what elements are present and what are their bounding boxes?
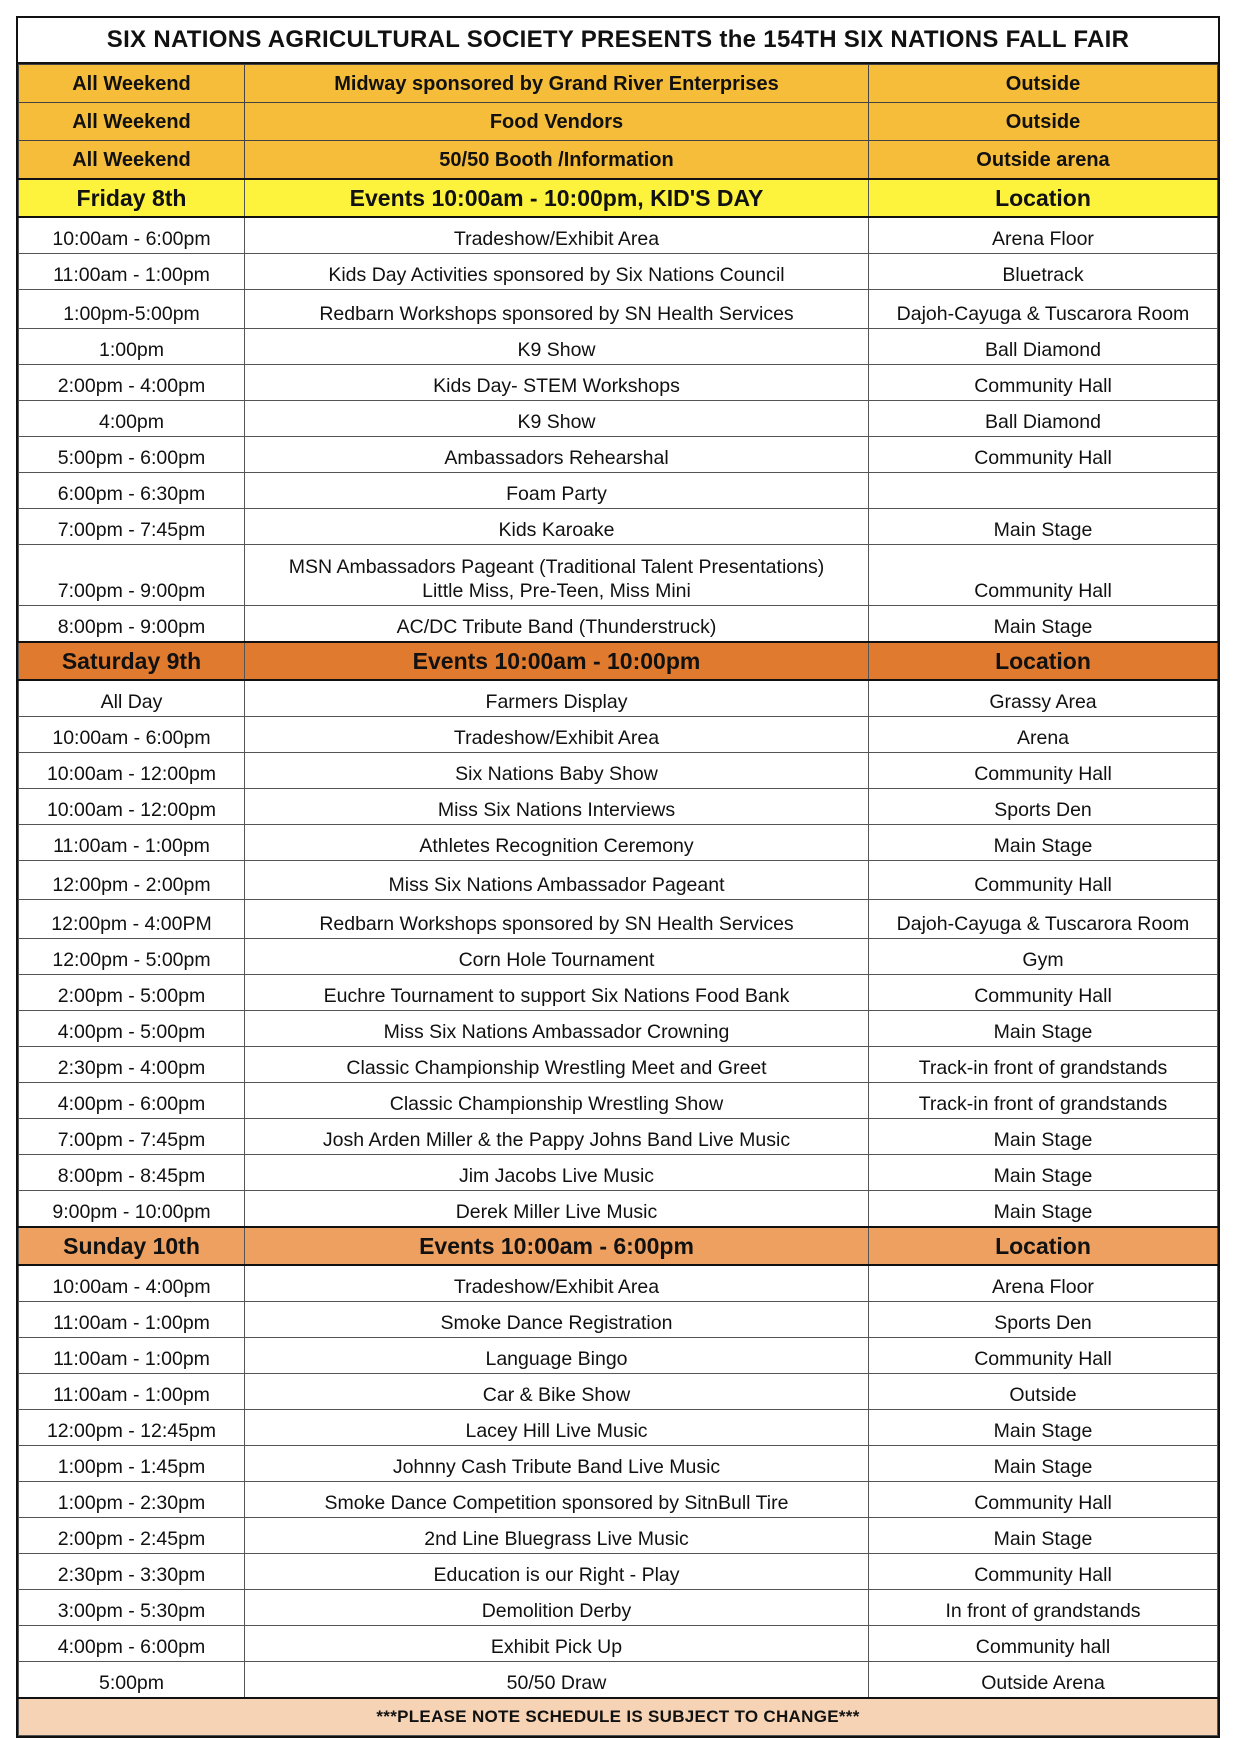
event-row	[19, 365, 1218, 401]
event-cell	[245, 545, 869, 606]
event-row	[19, 825, 1218, 861]
location-cell: Dajoh-Cayuga & Tuscarora Room	[869, 290, 1218, 329]
location-cell: Arena Floor	[869, 1265, 1218, 1302]
event-row	[19, 437, 1218, 473]
event-cell: Language Bingo	[245, 1338, 869, 1374]
time-cell: 2:00pm - 5:00pm	[19, 975, 245, 1011]
time-cell: 12:00pm - 2:00pm	[19, 861, 245, 900]
event-row	[19, 1155, 1218, 1191]
location-cell: Outside arena	[869, 141, 1218, 180]
location-cell: Community Hall	[869, 975, 1218, 1011]
event-cell: Smoke Dance Competition sponsored by SitnBull Tire	[245, 1482, 869, 1518]
location-cell: Gym	[869, 939, 1218, 975]
event-cell: Johnny Cash Tribute Band Live Music	[245, 1446, 869, 1482]
event-cell: Kids Karoake	[245, 509, 869, 545]
event-row	[19, 254, 1218, 290]
event-row	[19, 401, 1218, 437]
event-cell: 2nd Line Bluegrass Live Music	[245, 1518, 869, 1554]
event-cell: Six Nations Baby Show	[245, 753, 869, 789]
event-cell: Classic Championship Wrestling Meet and Greet	[245, 1047, 869, 1083]
time-cell: All Day	[19, 680, 245, 717]
location-cell: Outside	[869, 103, 1218, 141]
day-events-heading: Events 10:00am - 10:00pm	[245, 642, 869, 680]
time-cell: 1:00pm - 2:30pm	[19, 1482, 245, 1518]
location-cell: Community Hall	[869, 1338, 1218, 1374]
day-label: Saturday 9th	[19, 642, 245, 680]
time-cell: 7:00pm - 7:45pm	[19, 509, 245, 545]
time-cell: 6:00pm - 6:30pm	[19, 473, 245, 509]
event-row	[19, 1083, 1218, 1119]
event-row	[19, 509, 1218, 545]
time-cell: 5:00pm	[19, 1662, 245, 1699]
event-cell: Lacey Hill Live Music	[245, 1410, 869, 1446]
schedule-body	[19, 65, 1218, 1736]
event-cell: Smoke Dance Registration	[245, 1302, 869, 1338]
location-cell: Arena	[869, 717, 1218, 753]
location-cell: Grassy Area	[869, 680, 1218, 717]
day-label: Friday 8th	[19, 179, 245, 217]
location-cell: Track-in front of grandstands	[869, 1047, 1218, 1083]
time-cell: All Weekend	[19, 103, 245, 141]
saturday-header-row	[19, 642, 1218, 680]
time-cell: 3:00pm - 5:30pm	[19, 1590, 245, 1626]
event-row	[19, 606, 1218, 643]
all-weekend-row	[19, 103, 1218, 141]
event-row	[19, 753, 1218, 789]
location-cell: Main Stage	[869, 825, 1218, 861]
time-cell: 7:00pm - 9:00pm	[19, 545, 245, 606]
time-cell: All Weekend	[19, 65, 245, 103]
event-cell: 50/50 Booth /Information	[245, 141, 869, 180]
location-heading: Location	[869, 179, 1218, 217]
all-weekend-row	[19, 65, 1218, 103]
time-cell: 9:00pm - 10:00pm	[19, 1191, 245, 1228]
event-row	[19, 717, 1218, 753]
location-cell: In front of grandstands	[869, 1590, 1218, 1626]
location-cell: Outside Arena	[869, 1662, 1218, 1699]
event-row	[19, 1518, 1218, 1554]
time-cell: 10:00am - 12:00pm	[19, 753, 245, 789]
location-cell: Main Stage	[869, 1011, 1218, 1047]
event-row	[19, 329, 1218, 365]
time-cell: 5:00pm - 6:00pm	[19, 437, 245, 473]
event-row	[19, 1302, 1218, 1338]
schedule-sheet	[16, 16, 1220, 1738]
event-row	[19, 1482, 1218, 1518]
day-events-heading: Events 10:00am - 10:00pm, KID'S DAY	[245, 179, 869, 217]
time-cell: 8:00pm - 8:45pm	[19, 1155, 245, 1191]
event-cell: Miss Six Nations Ambassador Pageant	[245, 861, 869, 900]
location-cell: Sports Den	[869, 789, 1218, 825]
event-row	[19, 290, 1218, 329]
location-cell: Community Hall	[869, 1482, 1218, 1518]
event-row	[19, 1590, 1218, 1626]
event-line-1: MSN Ambassadors Pageant (Traditional Talent Presentations)	[288, 556, 825, 578]
time-cell: 12:00pm - 5:00pm	[19, 939, 245, 975]
event-cell: Car & Bike Show	[245, 1374, 869, 1410]
event-row	[19, 1554, 1218, 1590]
location-cell: Community Hall	[869, 545, 1218, 606]
event-cell: Kids Day Activities sponsored by Six Nations Council	[245, 254, 869, 290]
time-cell: 11:00am - 1:00pm	[19, 1374, 245, 1410]
time-cell: 1:00pm	[19, 329, 245, 365]
time-cell: 1:00pm - 1:45pm	[19, 1446, 245, 1482]
location-cell: Community Hall	[869, 861, 1218, 900]
event-cell: Classic Championship Wrestling Show	[245, 1083, 869, 1119]
location-cell: Main Stage	[869, 1518, 1218, 1554]
event-row	[19, 1119, 1218, 1155]
event-row	[19, 789, 1218, 825]
location-cell: Outside	[869, 1374, 1218, 1410]
schedule-table	[18, 64, 1218, 1736]
event-row	[19, 680, 1218, 717]
location-cell: Track-in front of grandstands	[869, 1083, 1218, 1119]
event-cell: K9 Show	[245, 401, 869, 437]
location-cell: Sports Den	[869, 1302, 1218, 1338]
location-cell	[869, 473, 1218, 509]
location-cell: Outside	[869, 65, 1218, 103]
event-cell: Midway sponsored by Grand River Enterprises	[245, 65, 869, 103]
event-cell: Redbarn Workshops sponsored by SN Health Services	[245, 900, 869, 939]
time-cell: 10:00am - 6:00pm	[19, 217, 245, 254]
time-cell: 10:00am - 6:00pm	[19, 717, 245, 753]
event-cell: K9 Show	[245, 329, 869, 365]
event-cell: Tradeshow/Exhibit Area	[245, 1265, 869, 1302]
location-cell: Community Hall	[869, 365, 1218, 401]
location-heading: Location	[869, 642, 1218, 680]
time-cell: 2:30pm - 3:30pm	[19, 1554, 245, 1590]
location-cell: Main Stage	[869, 1119, 1218, 1155]
event-cell: Miss Six Nations Ambassador Crowning	[245, 1011, 869, 1047]
location-cell: Community Hall	[869, 437, 1218, 473]
event-cell: Ambassadors Rehearshal	[245, 437, 869, 473]
event-cell: Tradeshow/Exhibit Area	[245, 217, 869, 254]
location-cell: Main Stage	[869, 1446, 1218, 1482]
location-cell: Dajoh-Cayuga & Tuscarora Room	[869, 900, 1218, 939]
day-label: Sunday 10th	[19, 1227, 245, 1265]
time-cell: 11:00am - 1:00pm	[19, 1338, 245, 1374]
event-cell: Redbarn Workshops sponsored by SN Health Services	[245, 290, 869, 329]
day-events-heading: Events 10:00am - 6:00pm	[245, 1227, 869, 1265]
event-row	[19, 939, 1218, 975]
location-cell: Ball Diamond	[869, 329, 1218, 365]
event-cell: Exhibit Pick Up	[245, 1626, 869, 1662]
time-cell: 2:00pm - 4:00pm	[19, 365, 245, 401]
location-cell: Community hall	[869, 1626, 1218, 1662]
event-row	[19, 1662, 1218, 1699]
event-cell: AC/DC Tribute Band (Thunderstruck)	[245, 606, 869, 643]
time-cell: 12:00pm - 12:45pm	[19, 1410, 245, 1446]
time-cell: 4:00pm - 5:00pm	[19, 1011, 245, 1047]
page-title: SIX NATIONS AGRICULTURAL SOCIETY PRESENTS the 154TH SIX NATIONS FALL FAIR	[18, 18, 1218, 64]
time-cell: 11:00am - 1:00pm	[19, 825, 245, 861]
event-row	[19, 1626, 1218, 1662]
event-cell: Athletes Recognition Ceremony	[245, 825, 869, 861]
event-cell: Education is our Right - Play	[245, 1554, 869, 1590]
event-cell: Tradeshow/Exhibit Area	[245, 717, 869, 753]
event-row	[19, 1338, 1218, 1374]
friday-header-row	[19, 179, 1218, 217]
time-cell: All Weekend	[19, 141, 245, 180]
event-line-2: Little Miss, Pre-Teen, Miss Mini	[422, 580, 691, 602]
event-row	[19, 900, 1218, 939]
event-cell: 50/50 Draw	[245, 1662, 869, 1699]
event-cell: Kids Day- STEM Workshops	[245, 365, 869, 401]
location-cell: Main Stage	[869, 606, 1218, 643]
time-cell: 11:00am - 1:00pm	[19, 1302, 245, 1338]
time-cell: 11:00am - 1:00pm	[19, 254, 245, 290]
time-cell: 12:00pm - 4:00PM	[19, 900, 245, 939]
time-cell: 10:00am - 4:00pm	[19, 1265, 245, 1302]
location-cell: Community Hall	[869, 1554, 1218, 1590]
event-row	[19, 473, 1218, 509]
location-cell: Main Stage	[869, 1191, 1218, 1228]
time-cell: 1:00pm-5:00pm	[19, 290, 245, 329]
event-row	[19, 975, 1218, 1011]
time-cell: 2:30pm - 4:00pm	[19, 1047, 245, 1083]
location-cell: Main Stage	[869, 1410, 1218, 1446]
event-cell: Corn Hole Tournament	[245, 939, 869, 975]
location-cell: Main Stage	[869, 509, 1218, 545]
time-cell: 4:00pm - 6:00pm	[19, 1626, 245, 1662]
event-cell: Derek Miller Live Music	[245, 1191, 869, 1228]
location-cell: Bluetrack	[869, 254, 1218, 290]
location-cell: Community Hall	[869, 753, 1218, 789]
time-cell: 7:00pm - 7:45pm	[19, 1119, 245, 1155]
event-cell: Miss Six Nations Interviews	[245, 789, 869, 825]
event-cell: Demolition Derby	[245, 1590, 869, 1626]
location-heading: Location	[869, 1227, 1218, 1265]
event-row	[19, 217, 1218, 254]
event-row	[19, 1374, 1218, 1410]
event-cell: Josh Arden Miller & the Pappy Johns Band Live Music	[245, 1119, 869, 1155]
event-row	[19, 861, 1218, 900]
time-cell: 4:00pm - 6:00pm	[19, 1083, 245, 1119]
event-row	[19, 1011, 1218, 1047]
event-cell: Jim Jacobs Live Music	[245, 1155, 869, 1191]
event-cell: Euchre Tournament to support Six Nations Food Bank	[245, 975, 869, 1011]
schedule-change-notice: ***PLEASE NOTE SCHEDULE IS SUBJECT TO CHANGE***	[19, 1698, 1218, 1736]
event-cell: Farmers Display	[245, 680, 869, 717]
time-cell: 2:00pm - 2:45pm	[19, 1518, 245, 1554]
event-cell: Foam Party	[245, 473, 869, 509]
all-weekend-row	[19, 141, 1218, 180]
event-cell: Food Vendors	[245, 103, 869, 141]
event-row	[19, 1191, 1218, 1228]
time-cell: 10:00am - 12:00pm	[19, 789, 245, 825]
location-cell: Main Stage	[869, 1155, 1218, 1191]
event-row	[19, 1047, 1218, 1083]
time-cell: 8:00pm - 9:00pm	[19, 606, 245, 643]
location-cell: Ball Diamond	[869, 401, 1218, 437]
event-row	[19, 1446, 1218, 1482]
time-cell: 4:00pm	[19, 401, 245, 437]
location-cell: Arena Floor	[869, 217, 1218, 254]
sunday-header-row	[19, 1227, 1218, 1265]
event-row	[19, 1265, 1218, 1302]
event-row	[19, 545, 1218, 606]
event-row	[19, 1410, 1218, 1446]
